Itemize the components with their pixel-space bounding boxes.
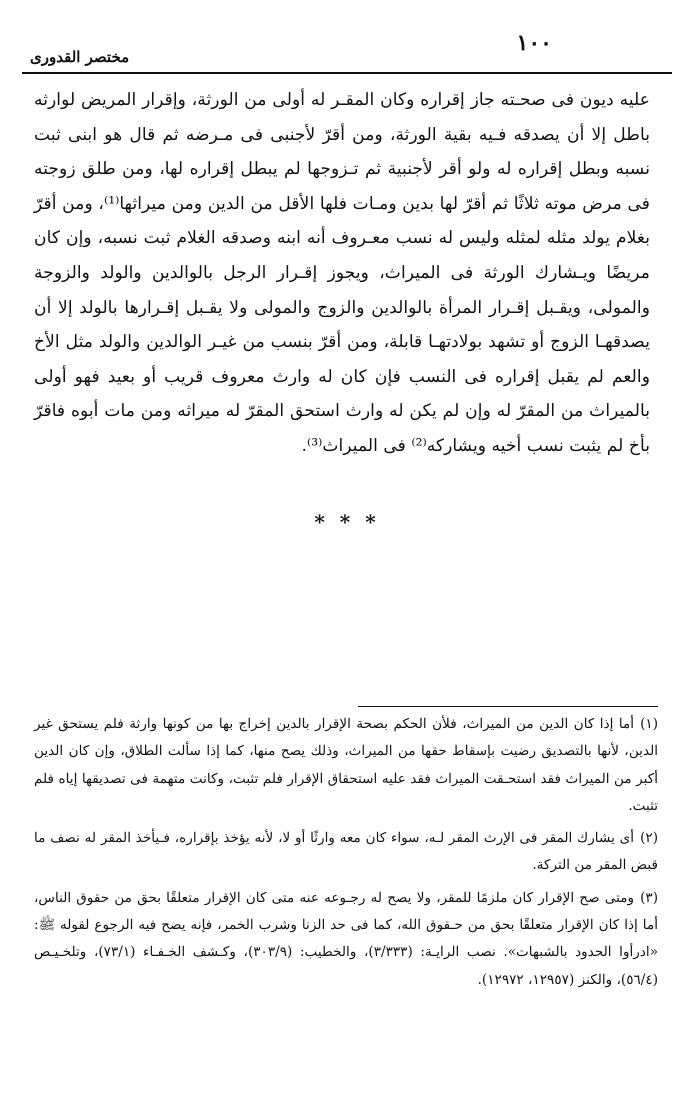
footnote-1-number: (١) — [640, 716, 658, 732]
footnote-2-number: (٢) — [640, 830, 658, 847]
footnote-1 — [34, 711, 658, 820]
footnote-rule — [358, 706, 658, 707]
footnote-1-text: أما إذا كان الدين من الميراث، فلأن الحكم بصحة الإقرار بالدين إخراج بها من كونها وارثة فلم يستحق غير الدين، لأنها بالتصديق رضيت بإسقاط حقها من الميراث، وذلك يصح منها، كما إذا سألت الطلاق، وإن كان الدين أكبر من الميراث فقد استحـقت الميراث فقد عليه استحقاق الإقرار فلم تثبت، وكانت متهمة فى تصديقها إياه فلم تثبت. — [34, 716, 658, 814]
footnote-2 — [34, 825, 658, 880]
header-rule — [22, 72, 672, 74]
main-text — [34, 83, 650, 464]
page-header — [22, 30, 672, 74]
page-number: ١٠٠ — [516, 30, 552, 56]
footnote-3-text: ومتى صح الإقرار كان ملزمًا للمقر، ولا يصح له رجـوعه عنه متى كان الإقرار متعلقًا بحق من حقوق الناس، أما إذا كان الإقرار متعلقًا بحق من حـقوق الله، كما فى حد الزنا وشرب الخمر، فإنه يصح فيه الرجوع لقوله ﷺ: «ادرأوا الحدود بالشبهات». نصب الرايـة: (٣/٣٣٣)، والخطيب: (٣٠٣/٩)، وكـشف الخـفـاء (٧٣/١)، وتلخـيـص (٥٦/٤)، والكنز (١٢٩٥٧، ١٢٩٧٢). — [34, 889, 659, 988]
footnote-3 — [34, 885, 658, 994]
footnote-2-text: أى يشارك المقر فى الإرث المقر لـه، سواء كان معه وارثًا أو لا، لأنه يؤخذ بإقراره، فـيأخذ المقر له نصف ما قبض المقر من التركة. — [34, 830, 658, 874]
section-separator: * * * — [314, 510, 380, 534]
main-paragraph: عليه ديون فى صحـته جاز إقراره وكان المقـر له أولى من الورثة، وإقرار المريض لوارثه باطل إلا أن يصدقه فـيه بقية الورثة، ومن أقرّ لأجنبى فى مـرضه ثم قال هو ابنى ثبت نسبه وبطل إقراره له ولو أقر لأجنبية ثم تـزوجها لم يبطل إقراره لها، ومن طلق زوجته فى مرض موته ثلاثًا ثم أقرّ لها بدين ومـات فلها الأقل من الدين ومن ميراثها⁽¹⁾، ومن أقرّ بغلام يولد مثله لمثله وليس له نسب معـروف أنه ابنه وصدقه الغلام ثبت نسبه، وإن كان مريضًا ويـشارك الورثة فى الميراث، ويجوز إقـرار الرجل بالوالدين والولد والزوجة والمولى، ويقـبل إقـرار المرأة بالوالدين والزوج والمولى ولا يقـبل إقـرارها بالولد إلا أن يصدقهـا الزوج أو تشهد بولادتهـا قابلة، ومن أقرّ بنسب من غيـر الوالدين والولد مثل الأخ والعم لم يقبل إقراره فى النسب فإن كان له وارث معروف قريب أو بعيد فهو أولى بالميراث من المقرّ له وإن لم يكن له وارث استحق المقرّ له ميراثه ومن مات أبوه فاقرّ بأخ لم يثبت نسب أخيه ويشاركه⁽²⁾ فى الميراث⁽³⁾. — [34, 90, 650, 456]
running-title: مختصر القدورى — [30, 48, 130, 66]
footnotes — [34, 711, 658, 999]
footnote-3-number: (٣) — [640, 889, 658, 906]
